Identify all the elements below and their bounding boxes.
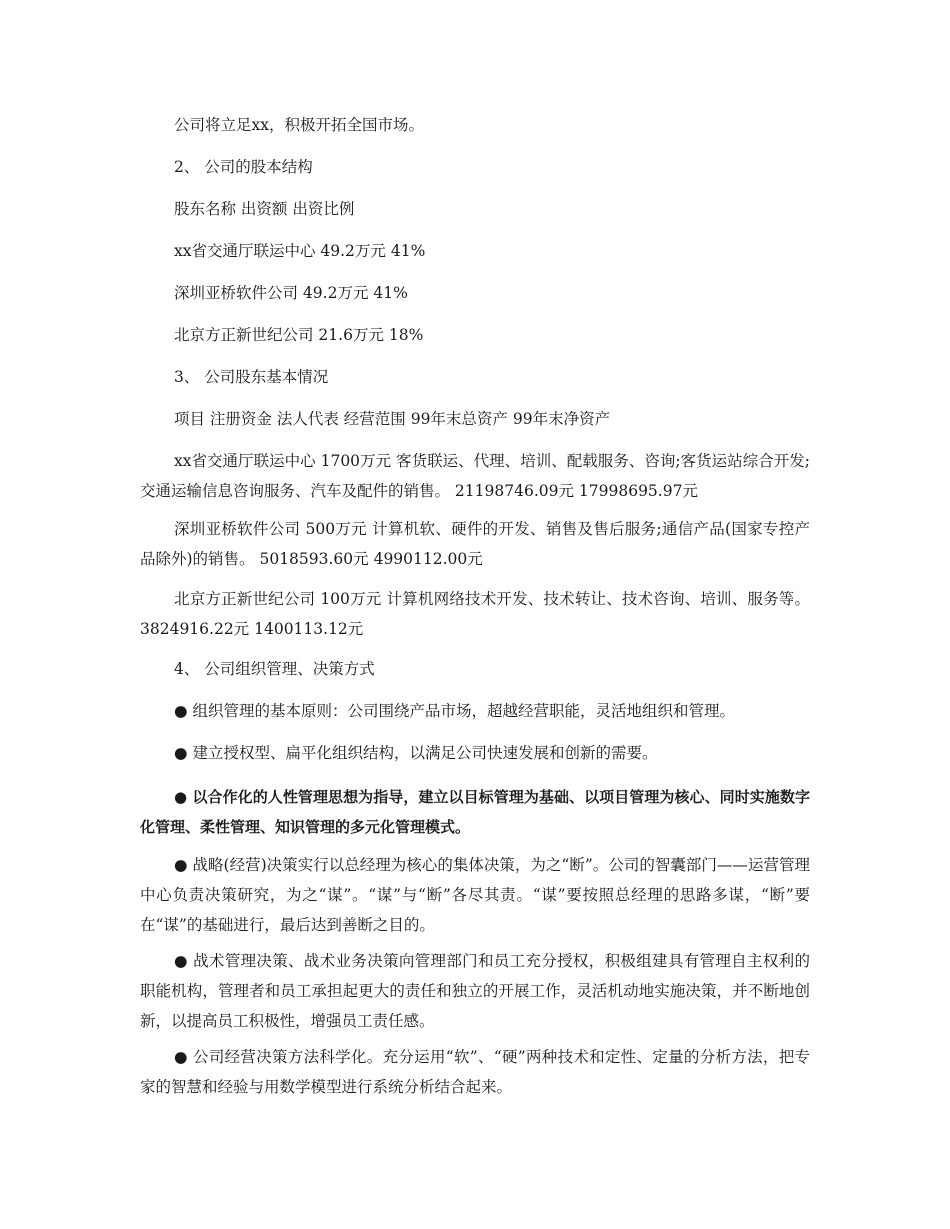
paragraph: 公司将立足xx，积极开拓全国市场。 — [174, 116, 424, 134]
section-heading: 2、 公司的股本结构 — [174, 158, 313, 176]
bullet-item: ● 以合作化的人性管理思想为指导，建立以目标管理为基础、以项目管理为核心、同时实施数字化管理、柔性管理、知识管理的多元化管理模式。 — [140, 788, 810, 836]
paragraph: 深圳亚桥软件公司 500万元 计算机软、硬件的开发、销售及售后服务;通信产品(国家专控产品除外)的销售。 5018593.60元 4990112.00元 — [140, 520, 810, 568]
section-heading: 3、 公司股东基本情况 — [174, 368, 329, 386]
paragraph: 股东名称 出资额 出资比例 — [174, 200, 355, 218]
paragraph: 深圳亚桥软件公司 49.2万元 41% — [174, 284, 408, 302]
paragraph: 北京方正新世纪公司 21.6万元 18% — [174, 326, 424, 344]
bullet-item: ● 组织管理的基本原则：公司围绕产品市场，超越经营职能，灵活地组织和管理。 — [174, 702, 735, 720]
paragraph: xx省交通厅联运中心 49.2万元 41% — [174, 242, 426, 260]
bullet-item: ● 公司经营决策方法科学化。充分运用“软”、“硬”两种技术和定性、定量的分析方法，把专家的智慧和经验与用数学模型进行系统分析结合起来。 — [140, 1048, 810, 1096]
paragraph: 项目 注册资金 法人代表 经营范围 99年末总资产 99年末净资产 — [174, 410, 611, 428]
section-heading: 4、 公司组织管理、决策方式 — [174, 660, 375, 678]
paragraph: 北京方正新世纪公司 100万元 计算机网络技术开发、技术转让、技术咨询、培训、服务等。 3824916.22元 1400113.12元 — [140, 590, 810, 638]
paragraph: xx省交通厅联运中心 1700万元 客货联运、代理、培训、配载服务、咨询;客货运站综合开发;交通运输信息咨询服务、汽车及配件的销售。 21198746.09元 17998695.97元 — [140, 452, 810, 500]
bullet-item: ● 建立授权型、扁平化组织结构，以满足公司快速发展和创新的需要。 — [174, 744, 658, 762]
bullet-item: ● 战略(经营)决策实行以总经理为核心的集体决策，为之“断”。公司的智囊部门——运营管理中心负责决策研究，为之“谋”。“谋”与“断”各尽其责。“谋”要按照总经理的思路多谋，“断”要在“谋”的基础进行，最后达到善断之目的。 — [140, 856, 810, 934]
bullet-item: ● 战术管理决策、战术业务决策向管理部门和员工充分授权，积极组建具有管理自主权利的职能机构，管理者和员工承担起更大的责任和独立的开展工作，灵活机动地实施决策，并不断地创新，以提高员工积极性，增强员工责任感。 — [140, 952, 810, 1030]
